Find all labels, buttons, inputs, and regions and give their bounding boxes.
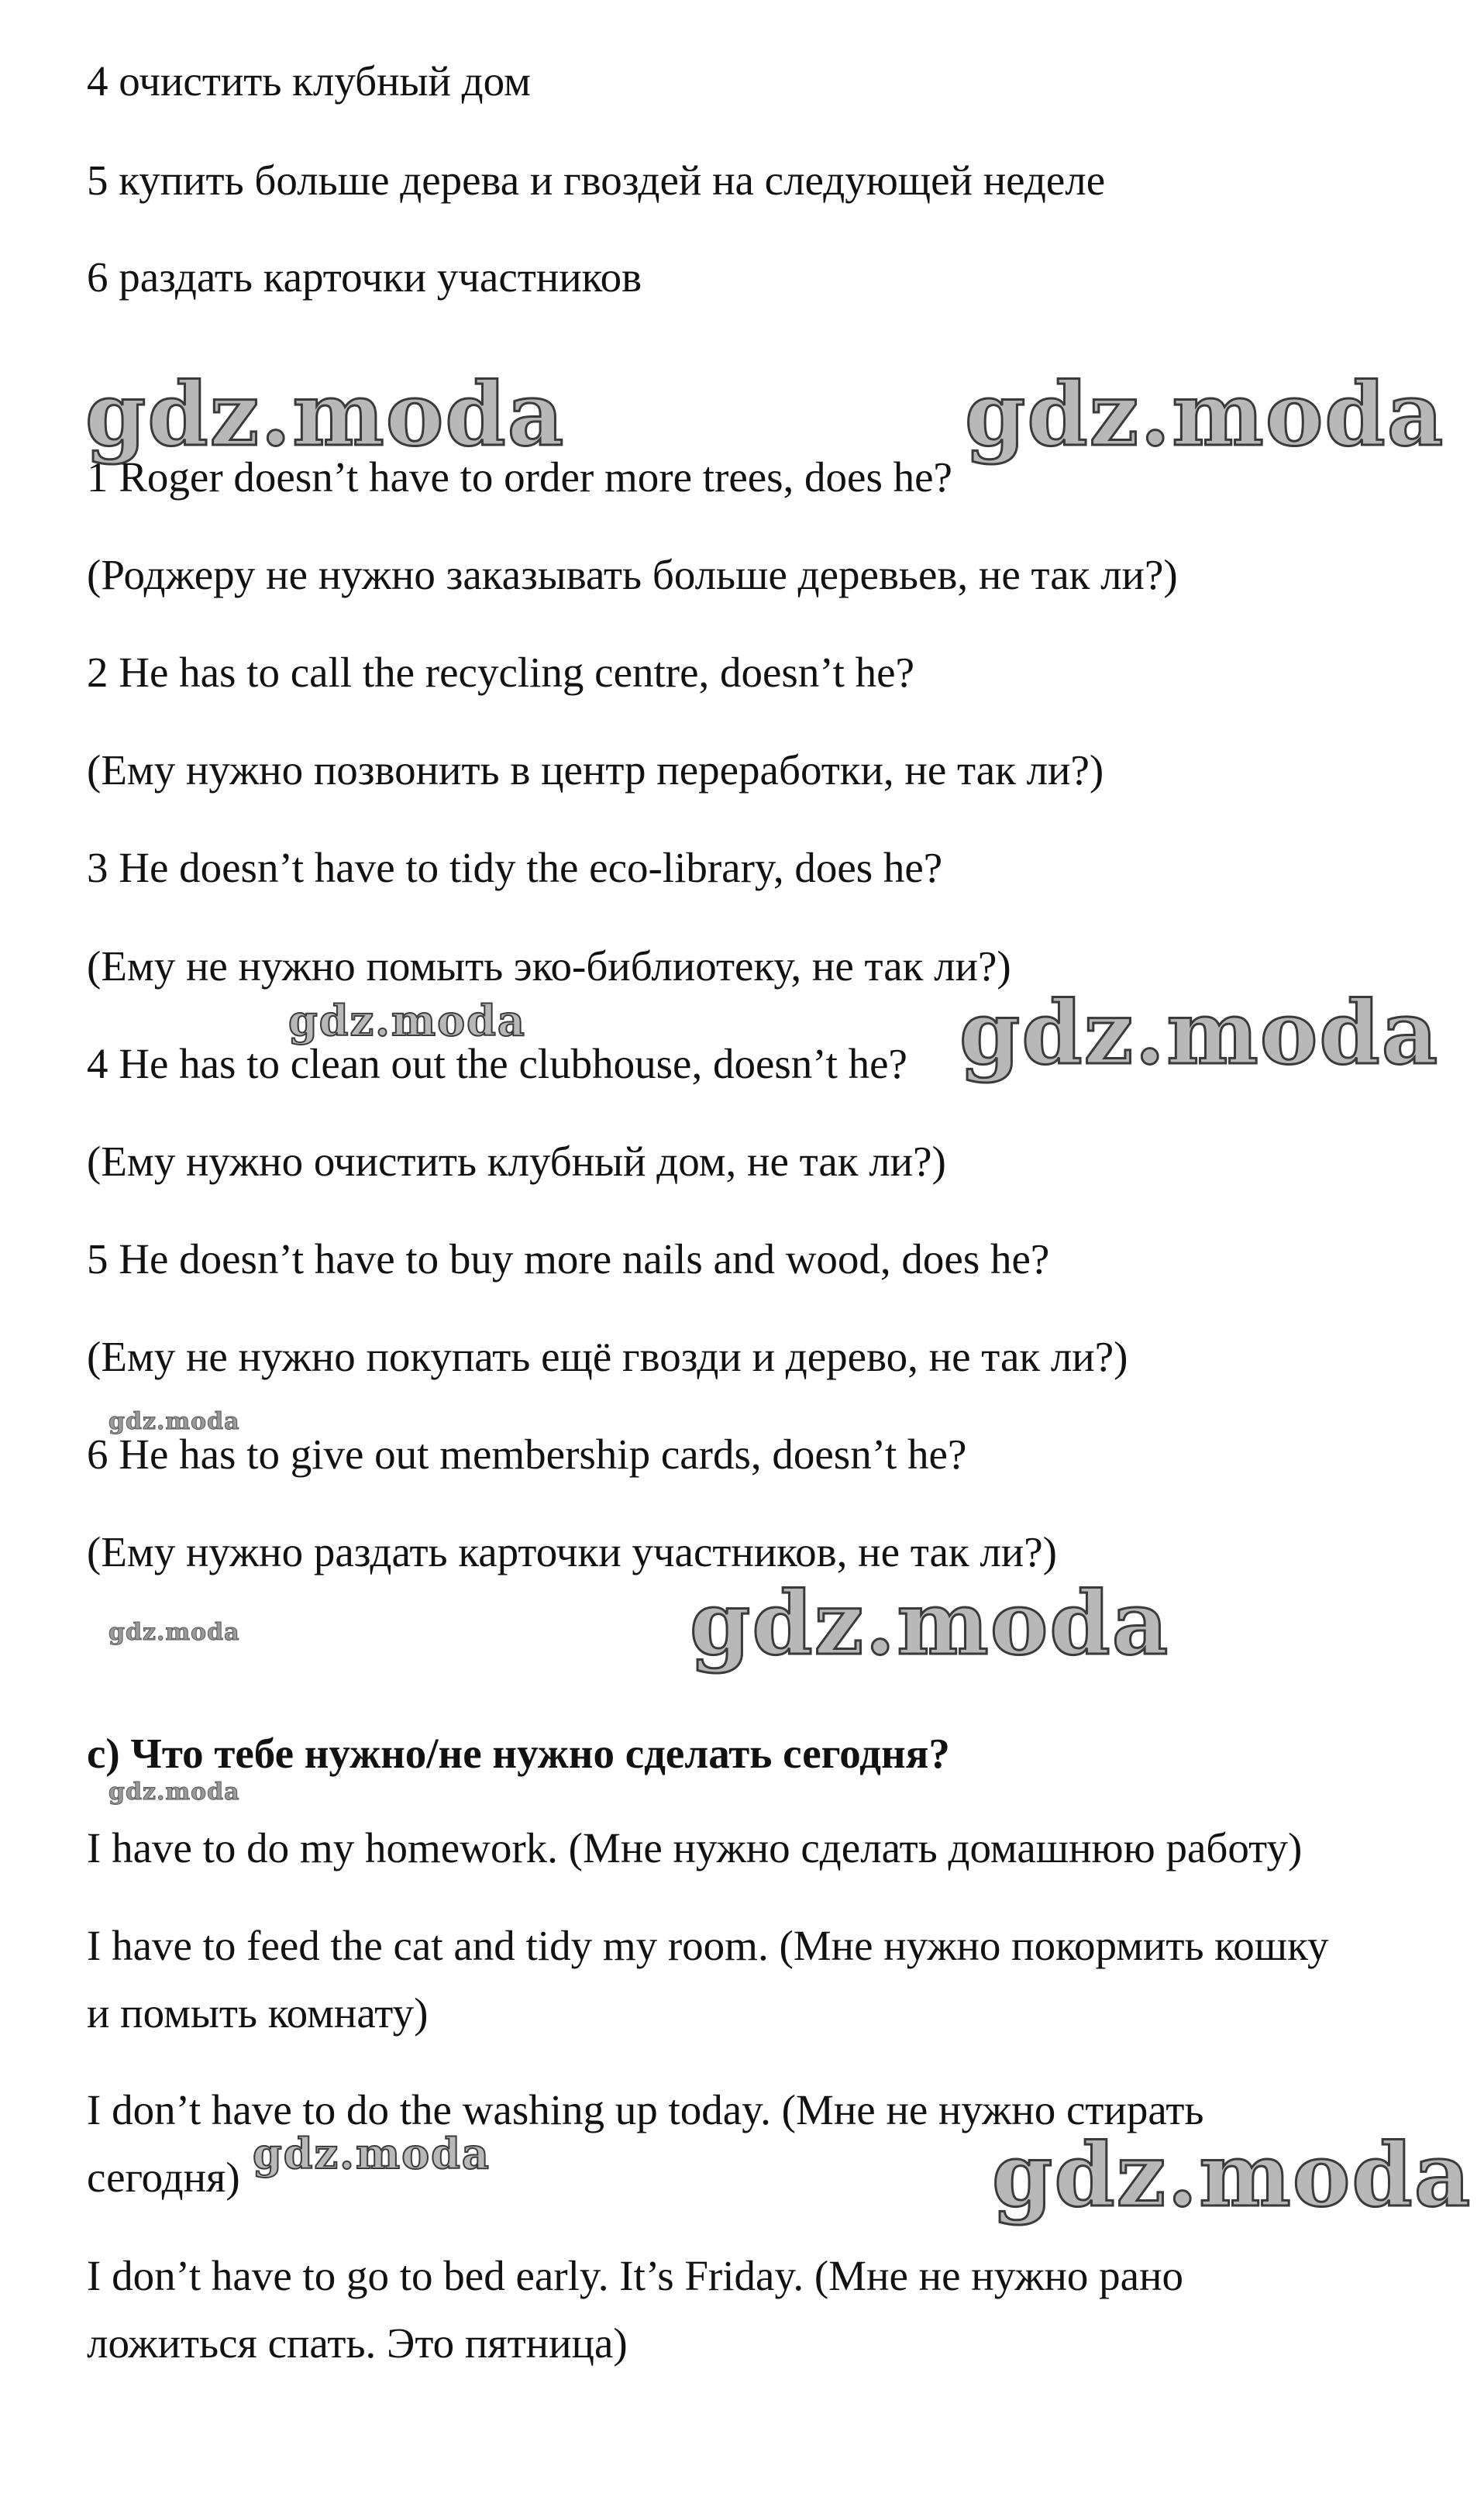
answer-translation: (Ему нужно позвонить в центр переработки, не так ли?) — [87, 746, 1104, 794]
answer-line: 2 He has to call the recycling centre, doesn’t he? — [87, 649, 914, 696]
answer-line: 5 He doesn’t have to buy more nails and wood, does he? — [87, 1235, 1050, 1283]
watermark: gdz.moda — [108, 1779, 240, 1806]
answer-line: 4 He has to clean out the clubhouse, doesn’t he? — [87, 1040, 907, 1087]
plan-item: 5 купить больше дерева и гвоздей на следующей неделе — [87, 157, 1106, 204]
watermark: gdz.moda — [992, 2125, 1472, 2226]
answer-translation: (Ему нужно раздать карточки участников, не так ли?) — [87, 1528, 1057, 1575]
answer-translation: (Роджеру не нужно заказывать больше деревьев, не так ли?) — [87, 551, 1178, 598]
plan-item: 6 раздать карточки участников — [87, 253, 642, 301]
section-line: I have to feed the cat and tidy my room. (Мне нужно покормить кошку — [87, 1922, 1329, 1969]
answer-translation: (Ему нужно очистить клубный дом, не так ли?) — [87, 1138, 946, 1185]
section-line: I don’t have to go to bed early. It’s Friday. (Мне не нужно рано — [87, 2252, 1184, 2299]
watermark: gdz.moda — [288, 996, 526, 1045]
section-line: и помыть комнату) — [87, 1989, 429, 2037]
watermark: gdz.moda — [965, 364, 1445, 466]
watermark: gdz.moda — [959, 983, 1440, 1084]
answer-line: 3 He doesn’t have to tidy the eco-library, does he? — [87, 844, 943, 891]
watermark: gdz.moda — [108, 1408, 240, 1435]
watermark: gdz.moda — [85, 364, 566, 466]
answer-translation: (Ему не нужно помыть эко-библиотеку, не так ли?) — [87, 942, 1011, 990]
section-line: сегодня) — [87, 2154, 240, 2201]
watermark: gdz.moda — [253, 2129, 491, 2178]
answer-line: 6 He has to give out membership cards, doesn’t he? — [87, 1431, 967, 1478]
answer-translation: (Ему не нужно покупать ещё гвозди и дерево, не так ли?) — [87, 1333, 1128, 1380]
watermark: gdz.moda — [690, 1573, 1170, 1675]
section-line: I don’t have to do the washing up today. (Мне не нужно стирать — [87, 2086, 1204, 2133]
section-line: ложиться спать. Это пятница) — [87, 2319, 628, 2367]
section-heading: c) Что тебе нужно/не нужно сделать сегодня? — [87, 1730, 950, 1777]
section-line: I have to do my homework. (Мне нужно сделать домашнюю работу) — [87, 1824, 1303, 1871]
plan-item: 4 очистить клубный дом — [87, 57, 531, 105]
answer-line: 1 Roger doesn’t have to order more trees, does he? — [87, 453, 952, 501]
watermark: gdz.moda — [108, 1619, 240, 1646]
